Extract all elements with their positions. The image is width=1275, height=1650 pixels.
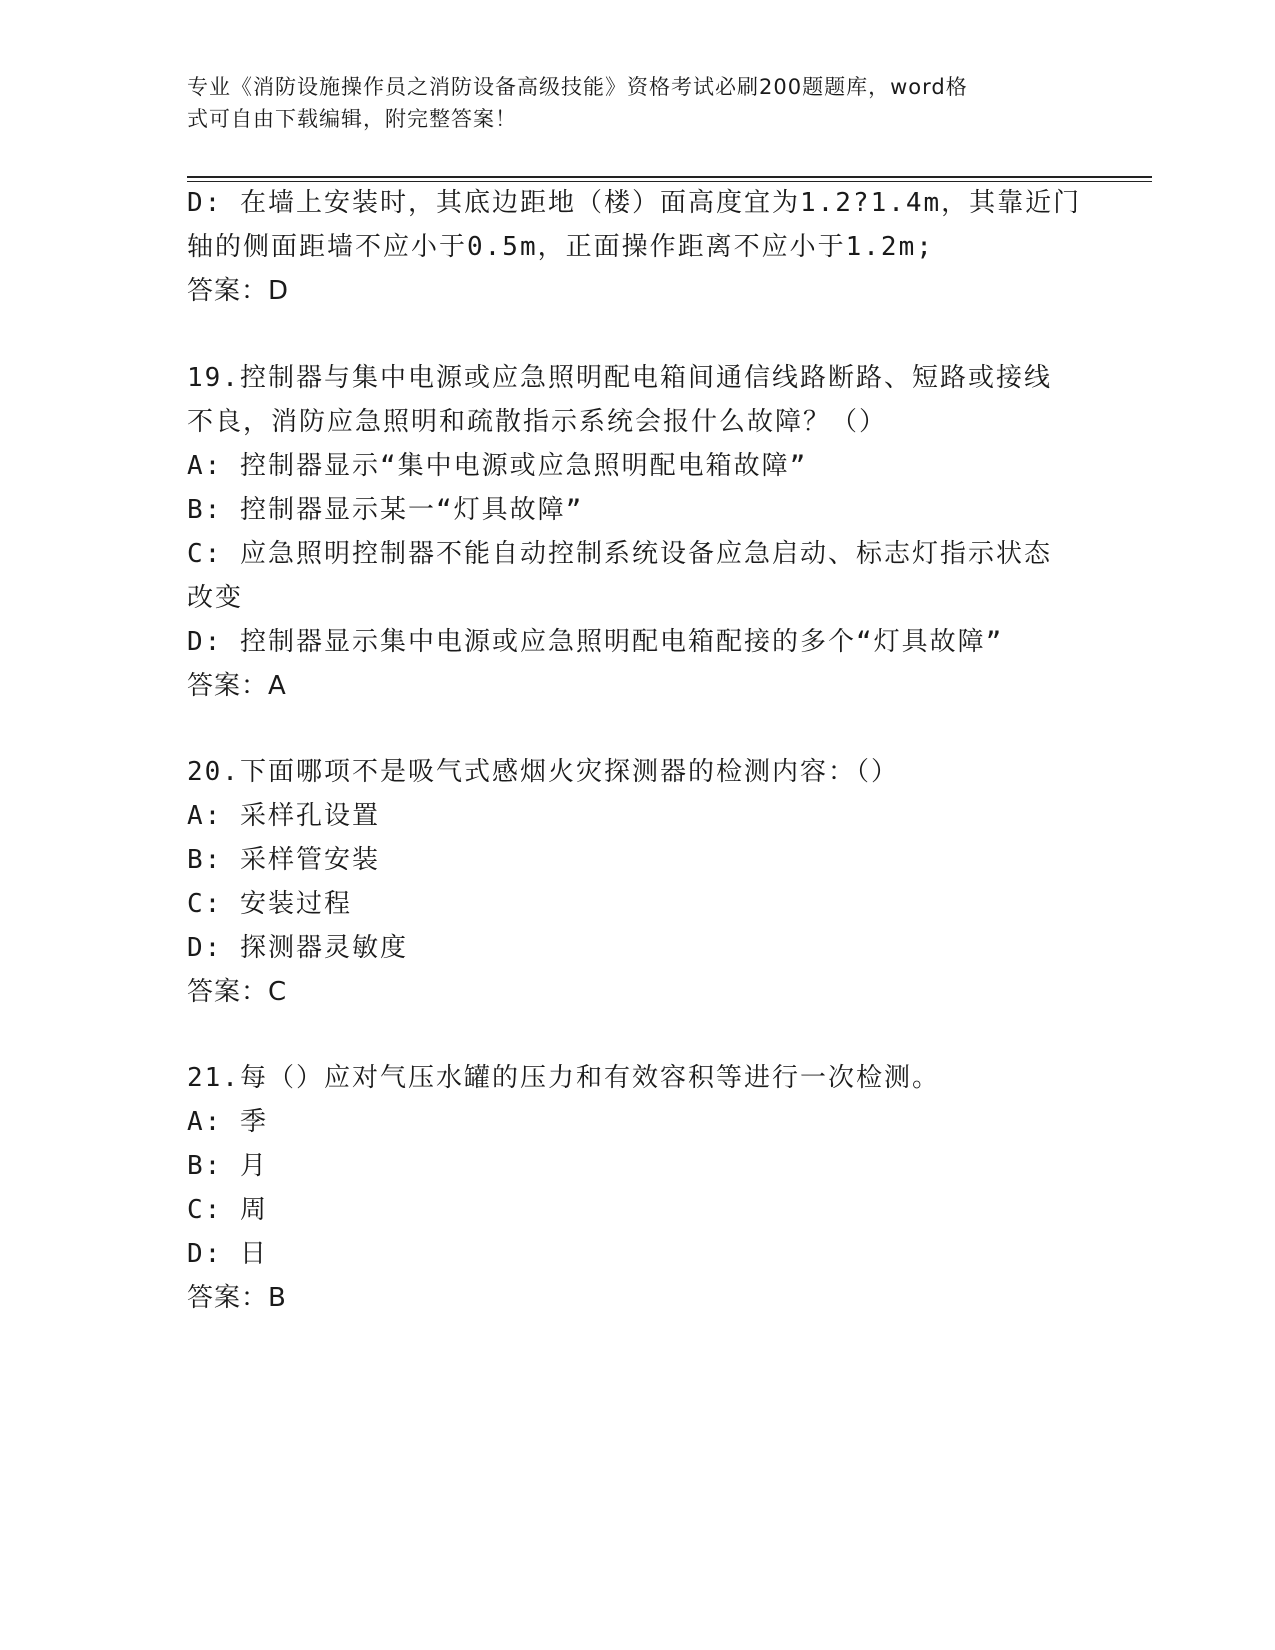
option-c-line-1: C: 应急照明控制器不能自动控制系统设备应急启动、标志灯指示状态 [187, 539, 1052, 569]
header-divider-thin [187, 181, 1152, 182]
option-d: D: 探测器灵敏度 [187, 933, 408, 963]
question-stem: 20.下面哪项不是吸气式感烟火灾探测器的检测内容：（） [187, 757, 899, 787]
option-d: D: 控制器显示集中电源或应急照明配电箱配接的多个“灯具故障” [187, 627, 1004, 657]
answer-label: 答案：B [187, 1283, 287, 1313]
option-b: B: 采样管安装 [187, 845, 380, 875]
answer-label: 答案：A [187, 671, 287, 701]
option-d-line-2: 轴的侧面距墙不应小于0.5m，正面操作距离不应小于1.2m; [187, 232, 934, 262]
header-title-line-1: 专业《消防设施操作员之消防设备高级技能》资格考试必刷200题题库，word格 [187, 75, 968, 99]
answer-label: 答案：D [187, 276, 290, 306]
option-b: B: 控制器显示某一“灯具故障” [187, 495, 584, 525]
option-a: A: 控制器显示“集中电源或应急照明配电箱故障” [187, 451, 808, 481]
option-c-line-2: 改变 [187, 583, 244, 613]
question-stem: 21.每（）应对气压水罐的压力和有效容积等进行一次检测。 [187, 1063, 940, 1093]
header-title-line-2: 式可自由下载编辑，附完整答案！ [187, 107, 517, 131]
option-d: D: 日 [187, 1239, 268, 1269]
question-stem-line-1: 19.控制器与集中电源或应急照明配电箱间通信线路断路、短路或接线 [187, 363, 1052, 393]
header-divider-thick [187, 176, 1152, 178]
answer-label: 答案：C [187, 977, 288, 1007]
option-a: A: 季 [187, 1107, 268, 1137]
option-c: C: 安装过程 [187, 889, 352, 919]
option-d-line-1: D: 在墙上安装时，其底边距地（楼）面高度宜为1.2?1.4m，其靠近门 [187, 188, 1082, 218]
option-b: B: 月 [187, 1151, 268, 1181]
question-stem-line-2: 不良，消防应急照明和疏散指示系统会报什么故障？（） [187, 407, 888, 437]
option-a: A: 采样孔设置 [187, 801, 380, 831]
option-c: C: 周 [187, 1195, 268, 1225]
